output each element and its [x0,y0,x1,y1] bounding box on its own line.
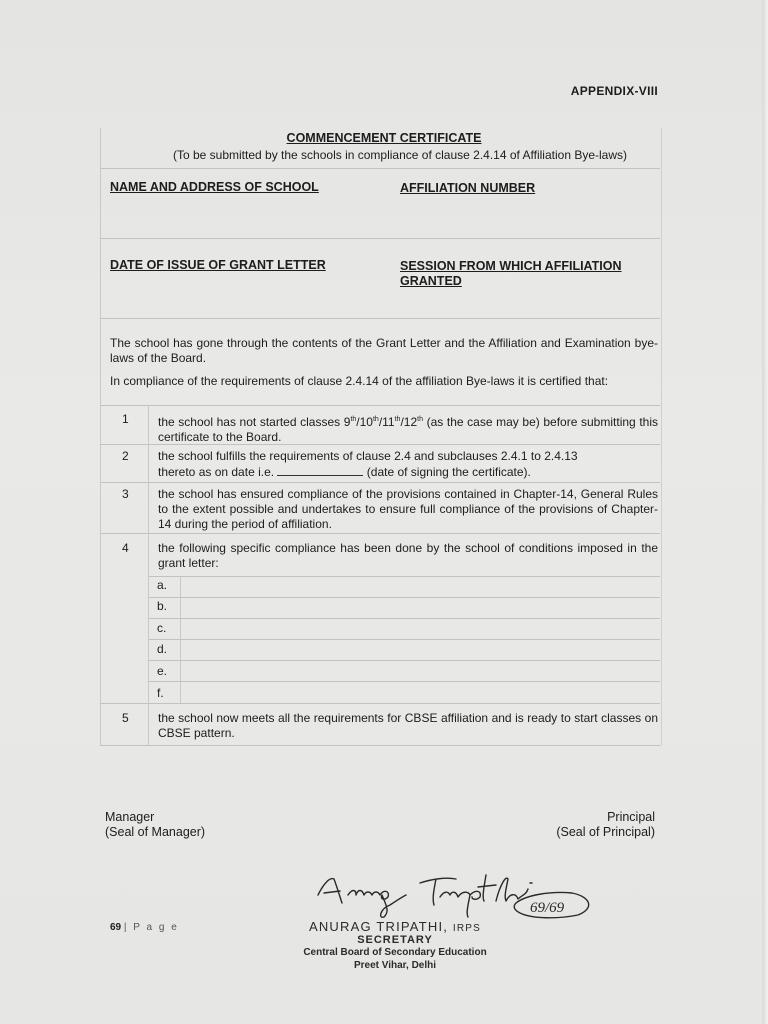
page-edge [762,0,768,1024]
field-date-grant: DATE OF ISSUE OF GRANT LETTER [110,258,326,272]
item-number: 4 [122,541,129,555]
item-text: the school has not started classes 9th/10th/11th/12th (as the case may be) before submitting this certificate to the Board. [158,415,658,444]
principal-signature-block [556,810,655,840]
table-rule [100,703,660,704]
sub-item-letter: a. [157,578,168,592]
certificate-title: COMMENCEMENT CERTIFICATE [286,131,482,145]
table-column-line [148,405,149,745]
handwritten-signature [310,865,600,925]
item-text: the following specific compliance has been done by the school of conditions imposed in the grant letter: [158,541,658,570]
certificate-subtitle: (To be submitted by the schools in compliance of clause 2.4.14 of Affiliation Bye-laws) [172,148,628,162]
item-number: 1 [122,412,129,426]
table-rule [148,618,660,619]
rule-line [100,238,660,239]
table-rule [100,405,660,406]
table-rule [148,681,660,682]
stamp-organization: Central Board of Secondary Education [303,947,487,958]
stamp-title: SECRETARY [357,934,433,946]
date-blank [277,464,363,476]
table-rule [148,639,660,640]
intro-paragraph-2: In compliance of the requirements of clause 2.4.14 of the affiliation Bye-laws it is certified that: [110,374,609,388]
field-name-address: NAME AND ADDRESS OF SCHOOL [110,180,319,194]
handwritten-page-count: 69/69 [530,900,565,916]
field-affiliation-number: AFFILIATION NUMBER [400,181,536,195]
table-rule [148,576,660,577]
manager-signature-block [105,810,205,840]
item-text: the school has ensured compliance of the provisions contained in Chapter-14, General Rules to the extent possible and undertakes to ensure full compliance of the provisions of Chapter-14 during the period of affiliation. [158,487,658,531]
sub-item-letter: b. [157,599,168,613]
sub-item-letter: e. [157,664,168,678]
sub-item-letter: d. [157,642,168,656]
manager-seal-label: (Seal of Manager) [105,825,206,839]
intro-paragraph-1: The school has gone through the contents of the Grant Letter and the Affiliation and Examination bye-laws of the Board. [110,336,658,365]
manager-label: Manager [105,810,155,824]
table-rule [100,745,660,746]
table-rule [100,482,660,483]
sub-item-letter: c. [157,621,167,635]
item-number: 3 [122,487,129,501]
appendix-label: APPENDIX-VIII [570,84,658,98]
field-session-line2: GRANTED [400,274,462,288]
field-session-line1: SESSION FROM WHICH AFFILIATION [400,259,622,273]
stamp-address: Preet Vihar, Delhi [353,960,437,971]
rule-line [100,318,660,319]
table-rule [148,660,660,661]
item-text: the school fulfills the requirements of clause 2.4 and subclauses 2.4.1 to 2.4.13 thereto as on date i.e. (date of signing the certificate). [158,449,578,479]
principal-label: Principal [607,810,655,824]
item-text: the school now meets all the requirements for CBSE affiliation and is ready to start classes on CBSE pattern. [158,711,658,740]
stamp-name: ANURAG TRIPATHI, IRPS [308,919,482,934]
principal-seal-label: (Seal of Principal) [556,825,655,839]
item-number: 5 [122,711,129,725]
item-number: 2 [122,449,129,463]
table-column-line [180,576,181,703]
sub-item-letter: f. [157,686,164,700]
table-rule [100,533,660,534]
page-number: 69 | P a g e [110,922,179,933]
rule-line [100,168,660,169]
field-session [400,259,622,289]
table-rule [148,597,660,598]
